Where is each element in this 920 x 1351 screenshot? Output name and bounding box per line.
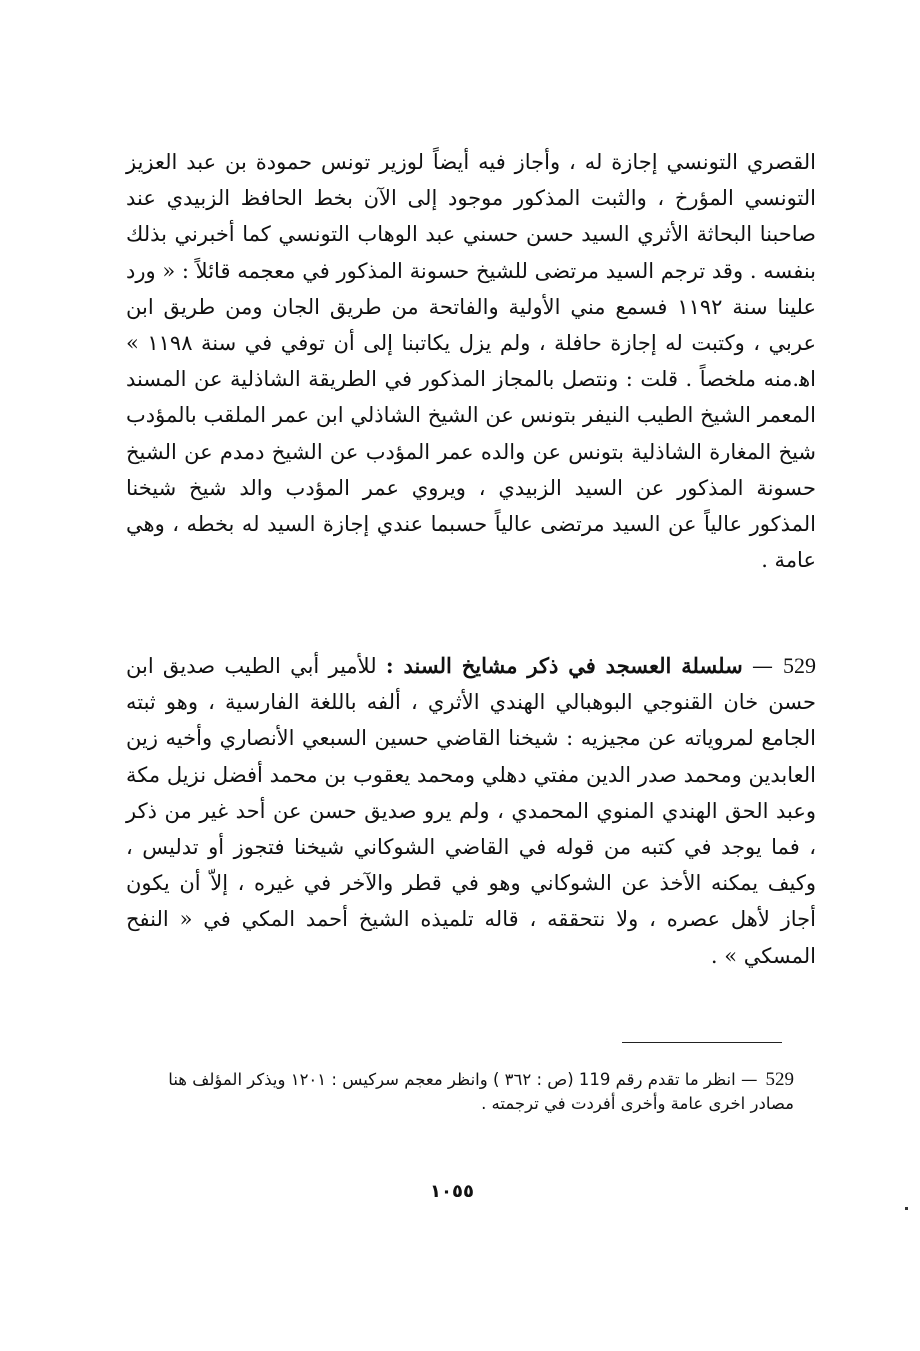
footnote-number: 529 — [765, 1069, 794, 1090]
entry-text: للأمير أبي الطيب صديق ابن حسن خان القنوجي البوهبالي الهندي الأثري ، ألفه باللغة الفارسية ، وهو ثبته الجامع لمروياته عن مجيزيه : شيخنا القاضي حسين السبعي الأنصاري وأخيه زين العابدين ومحمد صدر الدين مفتي دهلي ومحمد يعقوب بن محمد أفضل نزيل مكة وعبد الحق الهندي المنوي المحمدي ، ولم يرو صديق حسن عن أحد غير من ذكر ، فما يوجد في كتبه من قوله في القاضي الشوكاني شيخنا فتجوز أو تدليس ، وكيف يمكنه الأخذ عن الشوكاني وهو في قطر والآخر في غيره ، إلاّ أن يكون أجاز لأهل عصره ، ولا نتحققه ، قاله تلميذه الشيخ أحمد المكي في « النفح المسكي » . — [126, 654, 816, 968]
entry-number: 529 — [783, 653, 816, 678]
footnote-dash: — — [741, 1070, 758, 1089]
entry-title: سلسلة العسجد في ذكر مشايخ السند : — [385, 653, 743, 678]
footnote-separator — [622, 1042, 782, 1043]
paragraph-1-text: القصري التونسي إجازة له ، وأجاز فيه أيضاً لوزير تونس حمودة بن عبد العزيز التونسي المؤرخ ، والثبت المذكور موجود إلى الآن بخط الحافظ الزبيدي عند صاحبنا البحاثة الأثري السيد حسن حسني عبد الوهاب التونسي كما أخبرني بذلك بنفسه . وقد ترجم السيد مرتضى للشيخ حسونة المذكور في معجمه قائلاً : « ورد علينا سنة ١١٩٢ فسمع مني الأولية والفاتحة من طريق الجان ومن طريق ابن عربي ، وكتبت له إجازة حافلة ، ولم يزل يكاتبنا إلى أن توفي في سنة ١١٩٨ » اﻫ.منه ملخصاً . قلت : ونتصل بالمجاز المذكور في الطريقة الشاذلية عن المسند المعمر الشيخ الطيب النيفر بتونس عن الشيخ الشاذلي ابن عمر الملقب بالمؤدب شيخ المغارة الشاذلية بتونس عن والده عمر المؤدب عن الشيخ دمدم عن الشيخ حسونة المذكور عن السيد الزبيدي ، ويروي عمر المؤدب والد شيخ شيخنا المذكور عالياً عن السيد مرتضى عالياً حسبما عندي إجازة السيد له بخطه ، وهي عامة . — [126, 150, 816, 573]
page-number: ١٠٥٥ — [430, 1181, 474, 1202]
scan-edge-mark — [905, 1207, 908, 1210]
footnote-text: انظر ما تقدم رقم 119 (ص : ٣٦٢ ) وانظر معجم سركيس : ١٢٠١ ويذكر المؤلف هنا مصادر اخرى عامة وأخرى أفردت في ترجمته . — [168, 1070, 794, 1113]
body-paragraph-entry-529 — [126, 648, 816, 974]
footnote — [126, 1068, 794, 1116]
body-paragraph-1 — [126, 144, 816, 578]
entry-dash: — — [752, 654, 773, 678]
